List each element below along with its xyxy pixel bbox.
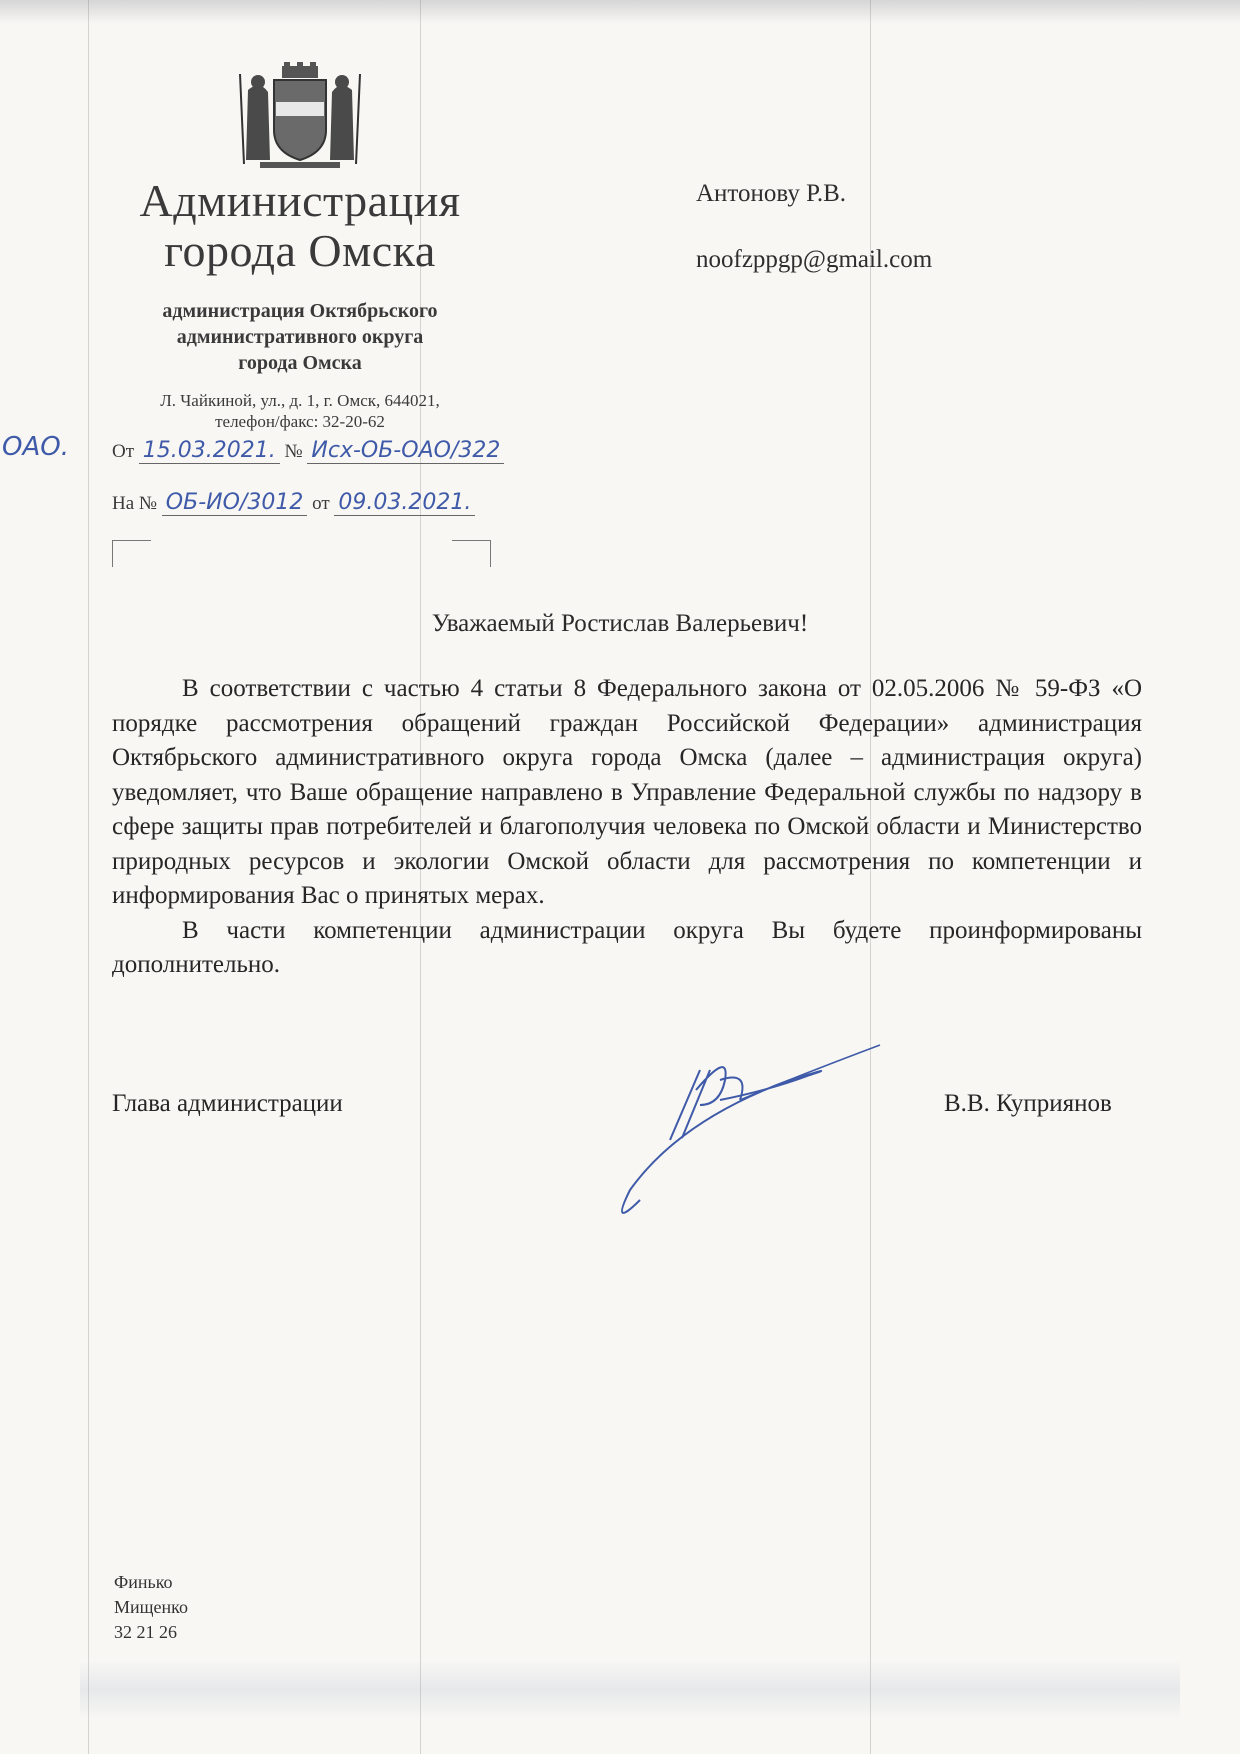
outgoing-reference [112,438,504,464]
re-date-prefix: от [312,493,330,514]
body-paragraph: В соответствии с частью 4 статьи 8 Федерального закона от 02.05.2006 № 59-ФЗ «О порядке рассмотрения обращений граждан Российской Федерации» администрация Октябрьского административного округа города Омска (далее – администрация округа) уведомляет, что Ваше обращение направлено в Управление Федеральной службы по надзору в сфере защиты прав потребителей и благополучия человека по Омской области и Министерство природных ресурсов и экологии Омской области для рассмотрения по компетенции и информирования Вас о принятых мерах. [112,675,1142,909]
body-paragraph: В части компетенции администрации округа Вы будете проинформированы дополнительно. [112,916,1142,978]
salutation: Уважаемый Ростислав Валерьевич! [431,610,809,637]
executor-name: Финько [114,1572,173,1592]
re-prefix: На № [112,493,158,514]
address-line: Л. Чайкиной, ул., д. 1, г. Омск, 644021, [160,391,440,410]
signatory-name: В.В. Куприянов [944,1090,1112,1117]
executor-block [114,1570,188,1645]
scan-top-bleed [0,0,1240,24]
signatory-position: Глава администрации [112,1090,343,1117]
margin-handwritten-note: ОАО. [2,432,69,462]
org-subtitle [100,298,500,376]
org-subtitle-line: города Омска [238,352,362,374]
outgoing-date: 15.03.2021. [139,438,280,464]
letter-body [112,672,1142,983]
org-title-line: Администрация [139,175,461,226]
from-prefix: От [112,441,135,462]
executor-name: Мищенко [114,1597,188,1617]
letterhead [100,60,500,432]
executor-phone: 32 21 26 [114,1622,177,1642]
scan-bottom-bleed [80,1660,1180,1720]
addressee-email: noofzppgp@gmail.com [696,246,933,273]
addressee-block [696,176,932,278]
corner-mark [112,540,151,567]
corner-mark [452,540,491,567]
number-sign: № [284,441,303,462]
incoming-date: 09.03.2021. [334,490,475,516]
incoming-reference [112,490,475,516]
incoming-number: ОБ-ИО/3012 [162,490,308,516]
org-title-line: города Омска [164,225,436,276]
outgoing-number: Исх-ОБ-ОАО/322 [307,438,504,464]
org-address [100,390,500,432]
addressee-name: Антонову Р.В. [696,180,847,207]
org-subtitle-line: администрация Октябрьского [162,300,438,322]
handwritten-signature [600,1030,900,1230]
coat-of-arms-icon [230,60,370,170]
phone-line: телефон/факс: 32-20-62 [215,412,385,431]
scan-fold-line [88,0,89,1754]
org-title [100,176,500,276]
org-subtitle-line: административного округа [176,326,424,348]
